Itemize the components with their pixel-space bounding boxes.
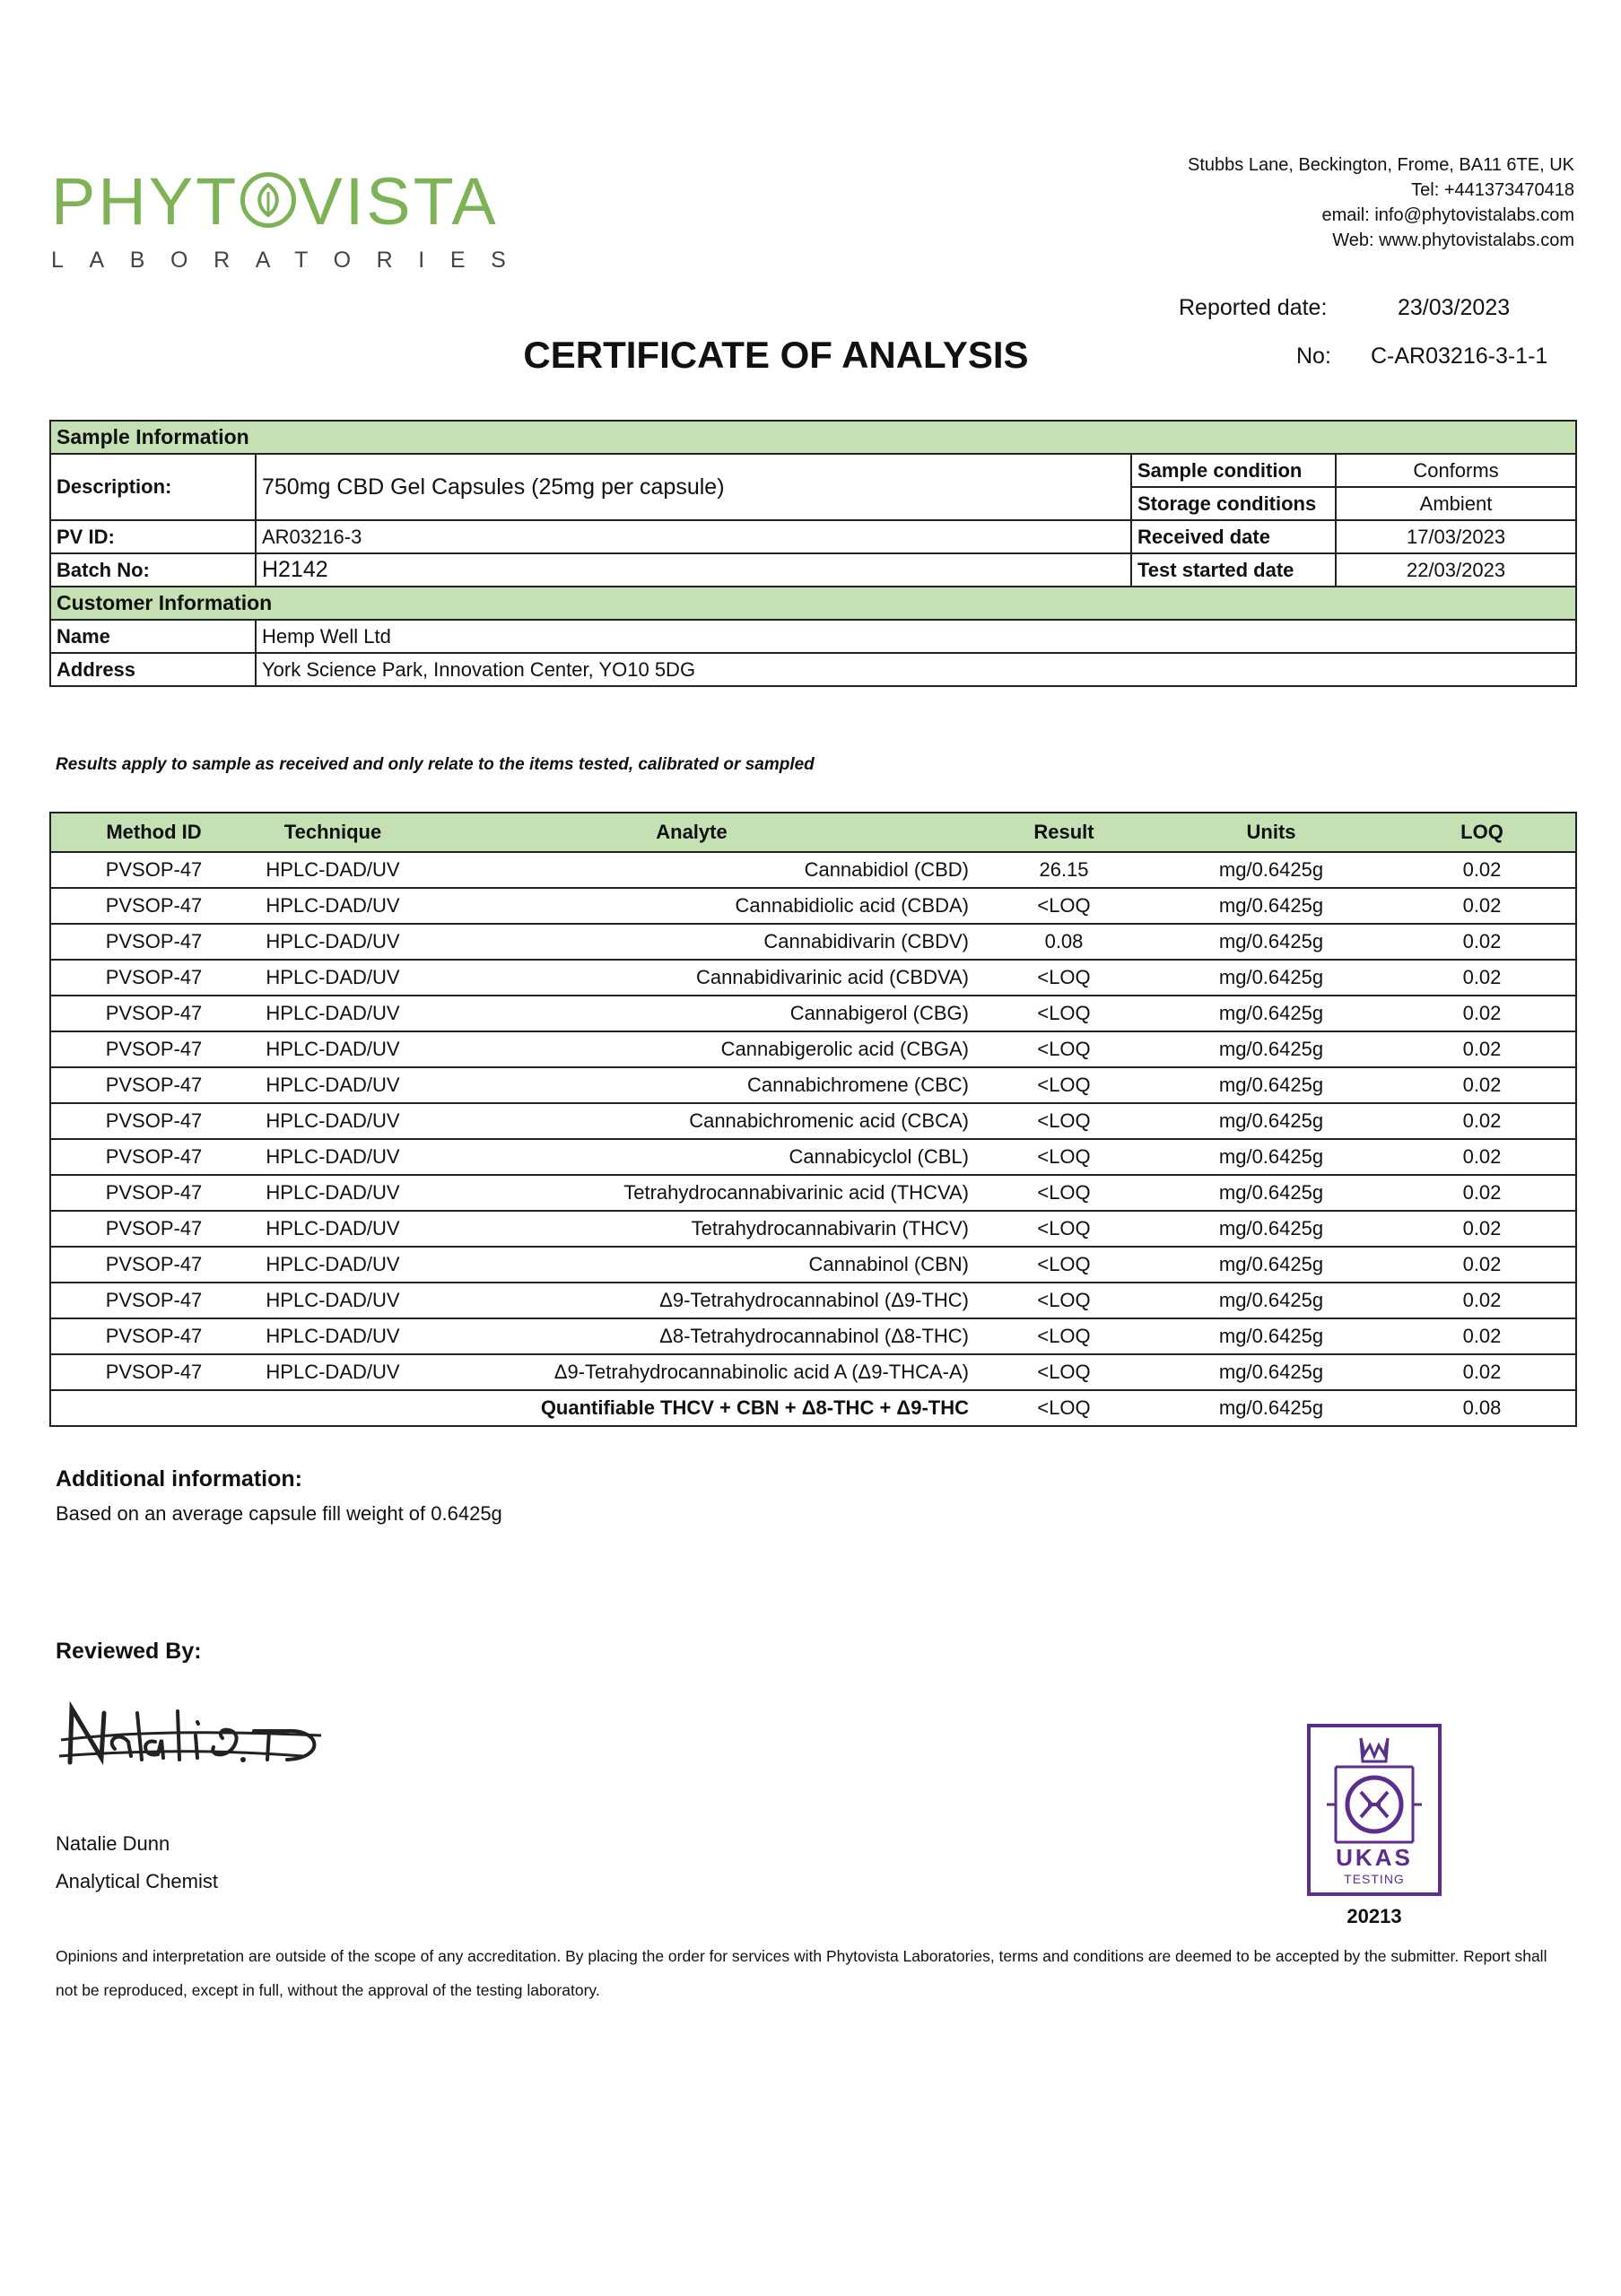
table-row (50, 1175, 1576, 1211)
test-started-label: Test started date (1131, 553, 1336, 587)
cell-method-id: PVSOP-47 (50, 1139, 257, 1175)
results-table (49, 812, 1577, 1427)
storage-conditions-label: Storage conditions (1131, 487, 1336, 520)
cell-loq: 0.02 (1389, 888, 1576, 924)
cell-analyte: Cannabidiolic acid (CBDA) (409, 888, 974, 924)
cell-result: <LOQ (974, 1175, 1154, 1211)
cell-result: <LOQ (974, 1211, 1154, 1247)
table-row (50, 653, 1576, 686)
cell-analyte: Cannabidivarin (CBDV) (409, 924, 974, 960)
cell-loq: 0.02 (1389, 1031, 1576, 1067)
cell-analyte: Cannabidiol (CBD) (409, 852, 974, 888)
report-no-value: C-AR03216-3-1-1 (1371, 344, 1548, 369)
cell-loq: 0.02 (1389, 996, 1576, 1031)
cell-units: mg/0.6425g (1154, 1067, 1389, 1103)
table-row (50, 1211, 1576, 1247)
cell-loq: 0.02 (1389, 960, 1576, 996)
cell-result: <LOQ (974, 1139, 1154, 1175)
cell-units: mg/0.6425g (1154, 852, 1389, 888)
cell-units: mg/0.6425g (1154, 1139, 1389, 1175)
cell-loq: 0.02 (1389, 1175, 1576, 1211)
cell-units: mg/0.6425g (1154, 960, 1389, 996)
cell-result: <LOQ (974, 960, 1154, 996)
cell-method-id: PVSOP-47 (50, 1067, 257, 1103)
cell-loq: 0.02 (1389, 1211, 1576, 1247)
table-row (50, 553, 1576, 587)
received-date-value: 17/03/2023 (1336, 520, 1576, 553)
results-header-row (50, 813, 1576, 852)
customer-address-value: York Science Park, Innovation Center, YO10 5DG (256, 653, 1576, 686)
cell-loq: 0.02 (1389, 1067, 1576, 1103)
cell-technique: HPLC-DAD/UV (257, 996, 409, 1031)
cell-units: mg/0.6425g (1154, 1318, 1389, 1354)
table-row (50, 1103, 1576, 1139)
total-loq: 0.08 (1389, 1390, 1576, 1426)
table-row (50, 996, 1576, 1031)
cell-result: <LOQ (974, 888, 1154, 924)
cell-method-id: PVSOP-47 (50, 1354, 257, 1390)
table-row (50, 520, 1576, 553)
sample-info-table (49, 420, 1577, 687)
logo-subtitle: LABORATORIES (51, 248, 532, 273)
lab-contact-block (1188, 152, 1574, 253)
cell-method-id: PVSOP-47 (50, 1247, 257, 1283)
col-header-technique: Technique (257, 813, 409, 852)
table-row (50, 454, 1576, 487)
cell-method-id: PVSOP-47 (50, 1318, 257, 1354)
cell-method-id: PVSOP-47 (50, 1175, 257, 1211)
cell-loq: 0.02 (1389, 1247, 1576, 1283)
cell-loq: 0.02 (1389, 1318, 1576, 1354)
total-result: <LOQ (974, 1390, 1154, 1426)
cell-method-id: PVSOP-47 (50, 1283, 257, 1318)
lab-web: Web: www.phytovistalabs.com (1332, 230, 1574, 250)
cell-method-id: PVSOP-47 (50, 888, 257, 924)
col-header-analyte: Analyte (409, 813, 974, 852)
total-units: mg/0.6425g (1154, 1390, 1389, 1426)
batch-no-value: H2142 (256, 553, 1131, 587)
cell-technique: HPLC-DAD/UV (257, 1247, 409, 1283)
sample-condition-value: Conforms (1336, 454, 1576, 487)
customer-address-label: Address (50, 653, 256, 686)
table-row (50, 1067, 1576, 1103)
lab-email: email: info@phytovistalabs.com (1321, 205, 1574, 225)
cell-technique: HPLC-DAD/UV (257, 1103, 409, 1139)
description-value: 750mg CBD Gel Capsules (25mg per capsule) (256, 454, 1131, 520)
cell-analyte: Cannabidivarinic acid (CBDVA) (409, 960, 974, 996)
ukas-sub-label: TESTING (1344, 1872, 1405, 1886)
reviewer-name: Natalie Dunn (56, 1832, 170, 1855)
cell-technique: HPLC-DAD/UV (257, 960, 409, 996)
table-row (50, 852, 1576, 888)
ukas-crown-icon (1311, 1727, 1438, 1892)
cell-result: <LOQ (974, 1247, 1154, 1283)
cell-units: mg/0.6425g (1154, 1103, 1389, 1139)
col-header-loq: LOQ (1389, 813, 1576, 852)
cell-units: mg/0.6425g (1154, 996, 1389, 1031)
cell-technique: HPLC-DAD/UV (257, 1031, 409, 1067)
ukas-number: 20213 (1346, 1905, 1402, 1927)
cell-technique: HPLC-DAD/UV (257, 852, 409, 888)
phytovista-logo (51, 164, 532, 273)
ukas-accreditation-mark (1307, 1724, 1442, 1896)
total-blank (50, 1390, 257, 1426)
cell-technique: HPLC-DAD/UV (257, 1139, 409, 1175)
table-row (50, 1031, 1576, 1067)
total-row (50, 1390, 1576, 1426)
cell-analyte: Cannabicyclol (CBL) (409, 1139, 974, 1175)
disclaimer-text: Opinions and interpretation are outside of the scope of any accreditation. By placing the order for services with Phytovista Laboratories, terms and conditions are deemed to be accepted by the submitter. Report shall not be reproduced, except in full, without the approval of the testing laboratory. (56, 1947, 1547, 1999)
reported-date-value: 23/03/2023 (1398, 295, 1511, 320)
page-title: CERTIFICATE OF ANALYSIS (523, 334, 1029, 376)
cell-technique: HPLC-DAD/UV (257, 1211, 409, 1247)
col-header-units: Units (1154, 813, 1389, 852)
storage-conditions-value: Ambient (1336, 487, 1576, 520)
cell-analyte: Δ9-Tetrahydrocannabinolic acid A (Δ9-THCA-A) (409, 1354, 974, 1390)
lab-tel: Tel: +441373470418 (1411, 180, 1574, 200)
cell-result: <LOQ (974, 996, 1154, 1031)
report-no-label: No: (1296, 344, 1331, 369)
cell-loq: 0.02 (1389, 852, 1576, 888)
cell-units: mg/0.6425g (1154, 888, 1389, 924)
reviewed-by-heading: Reviewed By: (56, 1639, 202, 1664)
cell-units: mg/0.6425g (1154, 1175, 1389, 1211)
cell-technique: HPLC-DAD/UV (257, 1175, 409, 1211)
cell-units: mg/0.6425g (1154, 1031, 1389, 1067)
cell-technique: HPLC-DAD/UV (257, 888, 409, 924)
customer-section-header: Customer Information (50, 587, 1576, 620)
sample-section-header: Sample Information (50, 421, 1576, 454)
total-analyte: Quantifiable THCV + CBN + Δ8-THC + Δ9-THC (409, 1390, 974, 1426)
reported-date-label: Reported date: (1179, 295, 1328, 320)
cell-analyte: Cannabichromene (CBC) (409, 1067, 974, 1103)
cell-units: mg/0.6425g (1154, 1283, 1389, 1318)
batch-no-label: Batch No: (50, 553, 256, 587)
table-row (50, 924, 1576, 960)
cell-method-id: PVSOP-47 (50, 960, 257, 996)
cell-technique: HPLC-DAD/UV (257, 1067, 409, 1103)
cell-analyte: Cannabigerol (CBG) (409, 996, 974, 1031)
cell-method-id: PVSOP-47 (50, 1103, 257, 1139)
cell-analyte: Tetrahydrocannabivarin (THCV) (409, 1211, 974, 1247)
cell-loq: 0.02 (1389, 1354, 1576, 1390)
pv-id-label: PV ID: (50, 520, 256, 553)
reviewer-role: Analytical Chemist (56, 1870, 218, 1892)
customer-name-value: Hemp Well Ltd (256, 620, 1576, 653)
cell-units: mg/0.6425g (1154, 1354, 1389, 1390)
cell-technique: HPLC-DAD/UV (257, 1318, 409, 1354)
table-row (50, 620, 1576, 653)
results-scope-note: Results apply to sample as received and only relate to the items tested, calibrated or sampled (56, 755, 815, 774)
cell-analyte: Δ9-Tetrahydrocannabinol (Δ9-THC) (409, 1283, 974, 1318)
cell-method-id: PVSOP-47 (50, 1031, 257, 1067)
ukas-label: UKAS (1336, 1844, 1413, 1871)
customer-name-label: Name (50, 620, 256, 653)
cell-technique: HPLC-DAD/UV (257, 1283, 409, 1318)
table-row (50, 1283, 1576, 1318)
additional-info-heading: Additional information: (56, 1466, 302, 1492)
table-row (50, 888, 1576, 924)
cell-analyte: Cannabigerolic acid (CBGA) (409, 1031, 974, 1067)
table-row (50, 960, 1576, 996)
col-header-result: Result (974, 813, 1154, 852)
cell-method-id: PVSOP-47 (50, 996, 257, 1031)
cell-result: 26.15 (974, 852, 1154, 888)
sample-condition-label: Sample condition (1131, 454, 1336, 487)
cell-result: <LOQ (974, 1103, 1154, 1139)
pv-id-value: AR03216-3 (256, 520, 1131, 553)
cell-technique: HPLC-DAD/UV (257, 1354, 409, 1390)
table-row (50, 1354, 1576, 1390)
lab-address: Stubbs Lane, Beckington, Frome, BA11 6TE, UK (1188, 155, 1574, 175)
total-blank (257, 1390, 409, 1426)
table-row (50, 1139, 1576, 1175)
cell-loq: 0.02 (1389, 1139, 1576, 1175)
cell-units: mg/0.6425g (1154, 1247, 1389, 1283)
cell-analyte: Tetrahydrocannabivarinic acid (THCVA) (409, 1175, 974, 1211)
cell-result: 0.08 (974, 924, 1154, 960)
cell-result: <LOQ (974, 1031, 1154, 1067)
cell-analyte: Cannabichromenic acid (CBCA) (409, 1103, 974, 1139)
cell-loq: 0.02 (1389, 1283, 1576, 1318)
additional-info-text: Based on an average capsule fill weight of 0.6425g (56, 1502, 502, 1525)
cell-result: <LOQ (974, 1318, 1154, 1354)
cell-loq: 0.02 (1389, 1103, 1576, 1139)
cell-method-id: PVSOP-47 (50, 924, 257, 960)
table-row (50, 1247, 1576, 1283)
cell-method-id: PVSOP-47 (50, 852, 257, 888)
cell-technique: HPLC-DAD/UV (257, 924, 409, 960)
cell-analyte: Δ8-Tetrahydrocannabinol (Δ8-THC) (409, 1318, 974, 1354)
received-date-label: Received date (1131, 520, 1336, 553)
cell-units: mg/0.6425g (1154, 1211, 1389, 1247)
logo-wordmark: PHYT VISTA (51, 164, 499, 239)
leaf-icon (240, 172, 296, 228)
description-label: Description: (50, 454, 256, 520)
cell-units: mg/0.6425g (1154, 924, 1389, 960)
cell-method-id: PVSOP-47 (50, 1211, 257, 1247)
cell-loq: 0.02 (1389, 924, 1576, 960)
cell-result: <LOQ (974, 1354, 1154, 1390)
cell-result: <LOQ (974, 1283, 1154, 1318)
table-row (50, 1318, 1576, 1354)
cell-result: <LOQ (974, 1067, 1154, 1103)
test-started-value: 22/03/2023 (1336, 553, 1576, 587)
col-header-method: Method ID (50, 813, 257, 852)
cell-analyte: Cannabinol (CBN) (409, 1247, 974, 1283)
signature-image (52, 1686, 339, 1794)
